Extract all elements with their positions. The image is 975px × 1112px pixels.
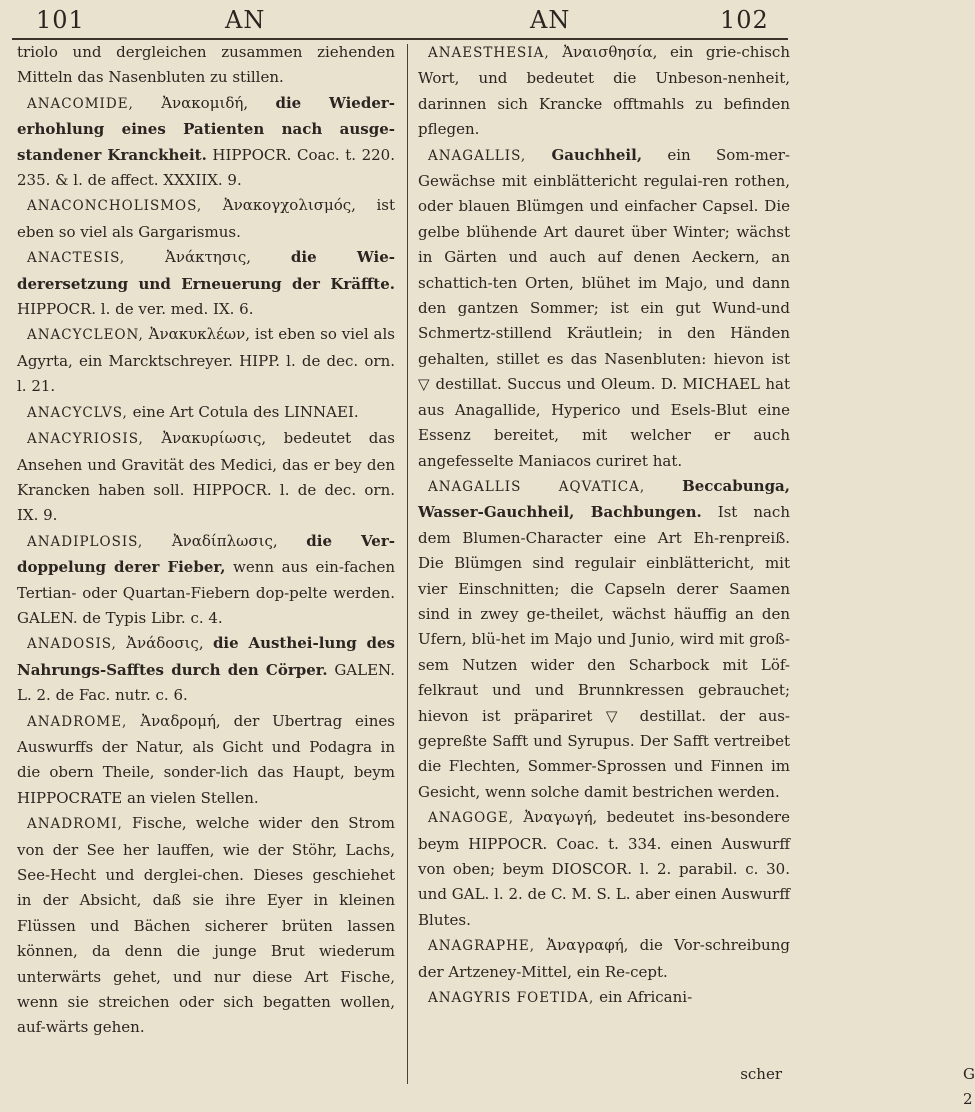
- entry-headword: ANACYRIOSIS,: [27, 431, 144, 448]
- entry-greek: Ἀναγραφή,: [546, 936, 629, 955]
- entry-greek: Ἀνάκτησις,: [165, 248, 252, 267]
- dictionary-entry: [418, 805, 790, 933]
- entry-body: HIPPOCR. l. de ver. med. IX. 6.: [17, 300, 254, 319]
- running-head-right: AN: [530, 6, 571, 34]
- entry-headword: ANADROME,: [27, 713, 128, 730]
- dictionary-entry: [17, 426, 395, 529]
- entry-headword: ANACTESIS,: [27, 250, 126, 267]
- dictionary-entry: [17, 91, 395, 194]
- entry-headword: ANACONCHOLISMOS,: [27, 198, 203, 215]
- dictionary-entry: [418, 143, 790, 474]
- entry-body: Fische, welche wider den Strom von der See her lauffen, wie der Stöhr, Lachs, See-Hecht und derglei-chen. Dieses geschiehet in der Absicht, daß sie ihre Eyer in kleinen Flüssen und Bächen sicherer brüten lassen können, da denn die junge Brut wiederum unterwärts gehet, und nur diese Art Fische, wenn sie streichen oder sich begatten wollen, auf-wärts gehen.: [17, 814, 395, 1037]
- entry-headword: ANAGOGE,: [428, 810, 515, 827]
- column-divider: [407, 44, 408, 1084]
- entry-headword: ANAGALLIS,: [428, 147, 527, 164]
- dictionary-entry: [17, 322, 395, 399]
- entry-body: Ist nach dem Blumen-Character eine Art Eh-renpreiß. Die Blümgen sind regulair einblättericht, mit vier Einschnitten; die Capseln derer Saamen sind in zwey ge-theilet, wächst häuffig an den Ufern, blü-het im Majo und Junio, wird mit groß-sem Nutzen wider den Scharbock mit Löf-felkraut und und Brunnkressen gebrauchet; hievon ist präpariret ▽ destillat. der aus-gepreßte Safft und Syrupus. Der Safft vertreibet die Flechten, Sommer-Sprossen und Finnen im Gesicht, wenn solche damit bestrichen werden.: [418, 503, 790, 801]
- entry-body: triolo und dergleichen zusammen ziehenden Mitteln das Nasenbluten zu stillen.: [17, 43, 395, 87]
- entry-body: ist eben so viel als Gargarismus.: [17, 196, 395, 241]
- dictionary-entry: [17, 245, 395, 322]
- dictionary-entry: [418, 985, 790, 1011]
- catchword: scher: [740, 1065, 782, 1083]
- signature-mark: G 2: [963, 1065, 975, 1108]
- dictionary-entry: [418, 474, 790, 805]
- dictionary-entry: [418, 933, 790, 985]
- entry-definition-bold: die Wieder-erhohlung eines Patienten nach ausge-standener Kranckheit.: [17, 93, 395, 164]
- entry-definition-bold: die Austhei-lung des Nahrungs-Safftes durch den Cörper.: [17, 634, 395, 679]
- entry-headword: ANAESTHESIA,: [428, 45, 550, 61]
- entry-body: HIPPOCR. Coac. t. 220. 235. & l. de affect. XXXIIX. 9.: [17, 145, 395, 190]
- entry-headword: ANACOMIDE,: [27, 95, 134, 112]
- entry-headword: ANADROMI,: [27, 816, 123, 833]
- page-number-left: 101: [36, 6, 85, 34]
- entry-body: ein Som-mer-Gewächse mit einblättericht regulai-ren rothen, oder blauen Blümgen und einfacher Capsel. Die gelbe blühende Art dauret über Winter; wächst in Gärten und auch auf denen Aeckern, an schattich-ten Orten, blühet im Majo, und dann den gantzen Sommer; ist ein gut Wund-und Schmertz-stillend Kräutlein; in den Händen gehalten, stillet es das Nasenbluten: hievon ist ▽ destillat. Succus und Oleum. D. MICHAEL hat aus Anagallide, Hyperico und Esels-Blut eine Essenz bereitet, mit welcher er auch angefesselte Maniacos curiret hat.: [418, 145, 790, 470]
- left-column: [17, 40, 395, 1041]
- dictionary-entry: [17, 193, 395, 245]
- entry-greek: Ἀνάδοσις,: [126, 634, 204, 653]
- dictionary-entry: [17, 631, 395, 708]
- entry-body: bedeutet ins-besondere beym HIPPOCR. Coac. t. 334. einen Auswurff von oben; beym DIOSCOR. l. 2. parabil. c. 30. und GAL. l. 2. de C. M. S. L. aber einen Auswurff Blutes.: [418, 808, 790, 929]
- dictionary-entry: [17, 709, 395, 812]
- entry-definition-bold: die Wie-derersetzung und Erneuerung der Kräffte.: [17, 248, 395, 293]
- entry-headword: ANAGRAPHE,: [428, 938, 536, 955]
- entry-greek: Ἀναδρομή,: [140, 711, 221, 730]
- dictionary-entry: [418, 40, 790, 143]
- entry-greek: Ἀνακυκλέων,: [148, 325, 251, 344]
- entry-definition-bold: Beccabunga, Wasser-Gauchheil, Bachbungen.: [418, 476, 790, 522]
- entry-headword: ANACYCLEON,: [27, 327, 144, 344]
- entry-definition-bold: die Ver-doppelung derer Fieber,: [17, 531, 395, 577]
- entry-body: der Ubertrag eines Auswurffs der Natur, als Gicht und Podagra in die obern Theile, sonder-lich das Haupt, beym HIPPOCRATE an vielen Stellen.: [17, 711, 395, 807]
- entry-greek: Ἀνακομιδή,: [161, 93, 249, 112]
- entry-body: eine Art Cotula des LINNAEI.: [132, 402, 359, 421]
- entry-body: wenn aus ein-fachen Tertian- oder Quartan-Fiebern dop-pelte werden. GALEN. de Typis Libr. c. 4.: [17, 558, 395, 627]
- entry-greek: Ἀναισθησία,: [562, 43, 658, 61]
- entry-definition-bold: Gauchheil,: [551, 145, 643, 164]
- entry-headword: ANACYCLVS,: [27, 404, 128, 421]
- right-column: [418, 40, 790, 1011]
- entry-body: GALEN. L. 2. de Fac. nutr. c. 6.: [17, 660, 395, 705]
- page-number-right: 102: [720, 6, 769, 34]
- entry-greek: Ἀναγωγή,: [523, 808, 598, 827]
- entry-body: bedeutet das Ansehen und Gravität des Medici, das er bey den Krancken haben soll. HIPPOCR. l. de dec. orn. IX. 9.: [17, 429, 395, 525]
- running-head-left: AN: [225, 6, 266, 34]
- dictionary-entry: [17, 529, 395, 632]
- entry-headword: ANAGALLIS AQVATICA,: [428, 478, 646, 495]
- entry-body: ist eben so viel als Agyrta, ein Marcktschreyer. HIPP. l. de dec. orn. l. 21.: [17, 325, 395, 396]
- entry-greek: Ἀνακογχολισμός,: [222, 196, 356, 215]
- dictionary-entry: [17, 811, 395, 1041]
- entry-headword: ANADOSIS,: [27, 636, 117, 653]
- entry-greek: Ἀναδίπλωσις,: [171, 531, 278, 550]
- entry-headword: ANADIPLOSIS,: [27, 533, 144, 550]
- entry-body: ein Africani-: [599, 988, 693, 1007]
- entry-body: ein grie-chisch Wort, und bedeutet die Unbeson-nenheit, darinnen sich Krancke offtmahls zu befinden pflegen.: [418, 43, 790, 139]
- dictionary-entry: [17, 400, 395, 426]
- entry-headword: ANAGYRIS FOETIDA,: [428, 990, 595, 1007]
- entry-body: die Vor-schreibung der Artzeney-Mittel, ein Re-cept.: [418, 936, 790, 981]
- entry-greek: Ἀνακυρίωσις,: [161, 429, 267, 448]
- dictionary-entry: [17, 40, 395, 91]
